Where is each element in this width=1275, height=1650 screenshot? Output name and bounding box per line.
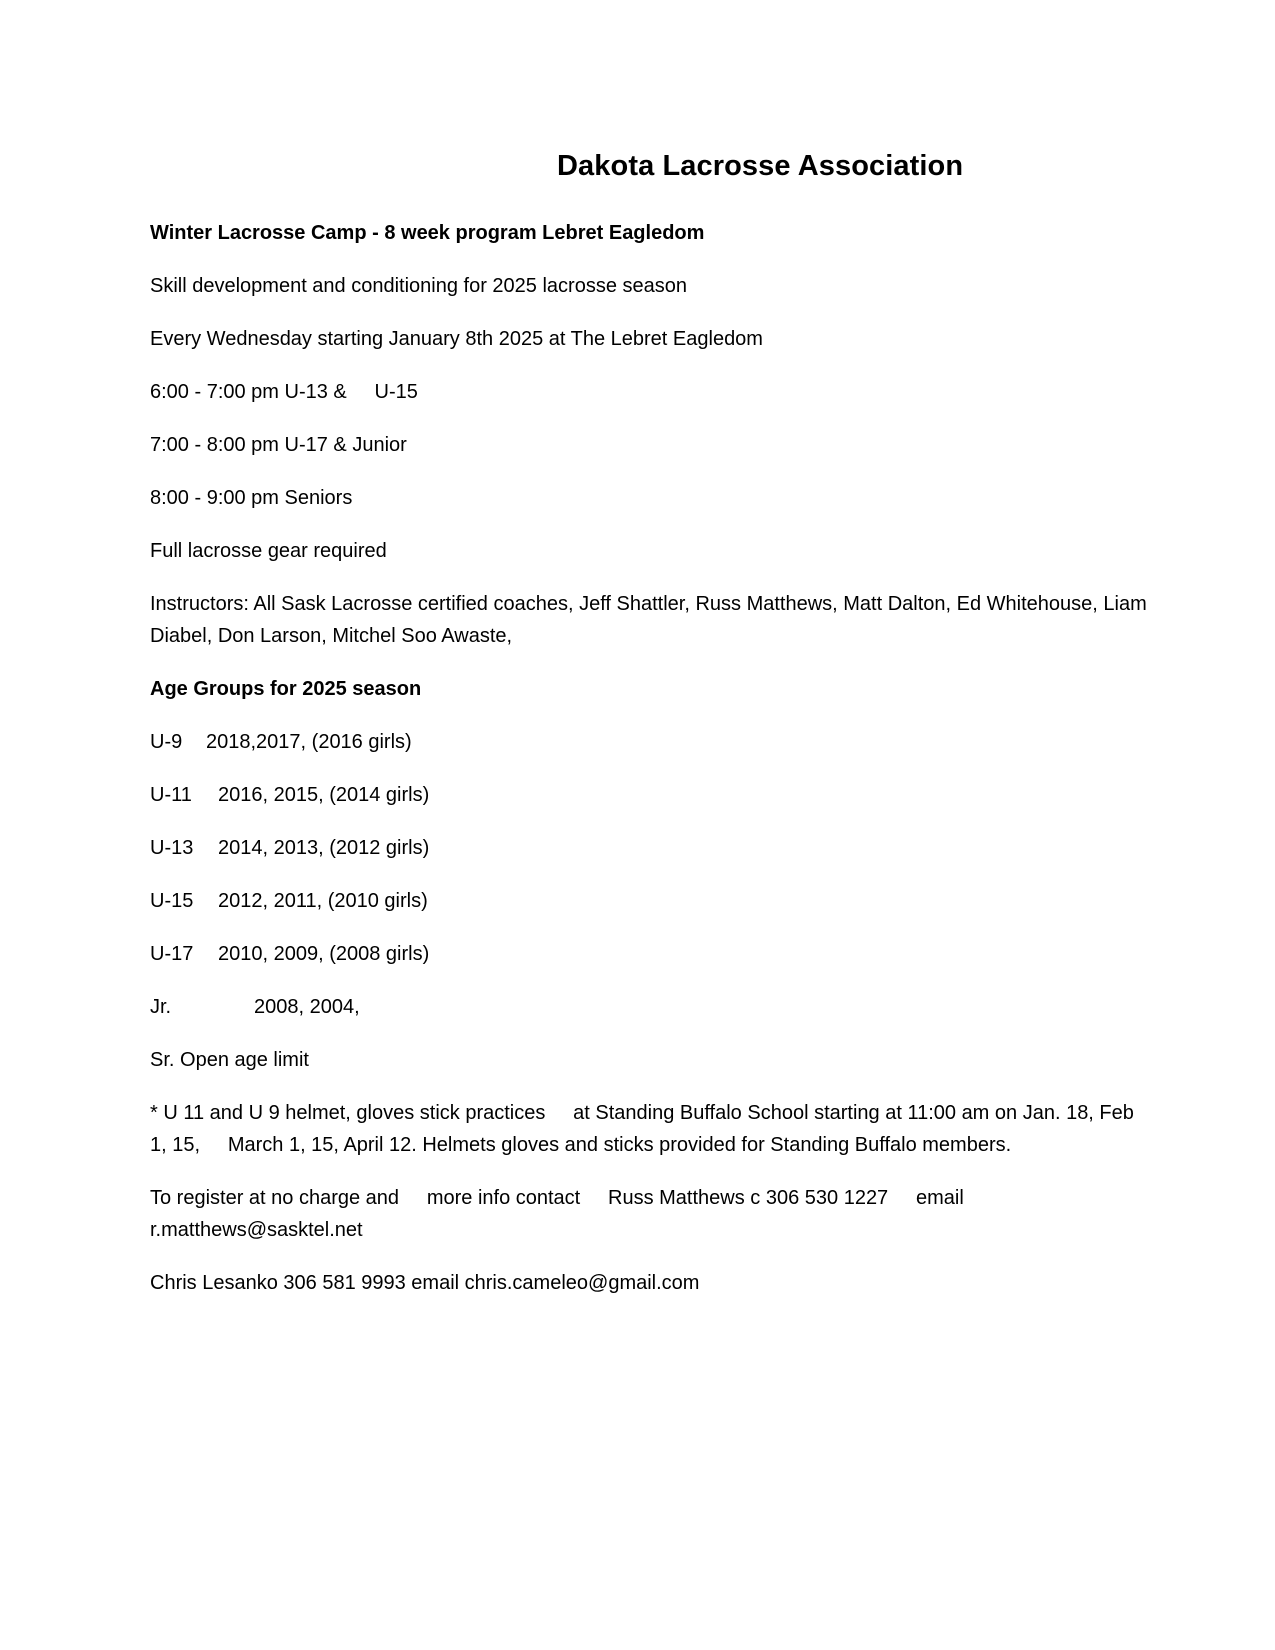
age-group-label: U-9 (150, 731, 183, 753)
registration-contact: To register at no charge and more info contact Russ Matthews c 306 530 1227 email r.matthews@sasktel.net (150, 1187, 970, 1241)
age-group-years: 2018,2017, (2016 girls) (206, 731, 412, 753)
age-group-row (150, 779, 1150, 811)
age-group-years: 2014, 2013, (2012 girls) (218, 837, 430, 859)
age-group-row (150, 832, 1150, 864)
age-group-years: 2012, 2011, (2010 girls) (218, 890, 428, 912)
age-group-row (150, 938, 1150, 970)
age-group-label: U-15 (150, 890, 194, 912)
age-group-label: Jr. (150, 996, 172, 1018)
session-line: 7:00 - 8:00 pm U-17 & Junior (150, 434, 407, 456)
age-group-years: 2016, 2015, (2014 girls) (218, 784, 430, 806)
page-title: Dakota Lacrosse Association (557, 150, 964, 182)
age-group-label: U-13 (150, 837, 194, 859)
camp-description: Skill development and conditioning for 2025 lacrosse season (150, 275, 688, 297)
age-group-label: U-11 (150, 784, 192, 806)
secondary-contact: Chris Lesanko 306 581 9993 email chris.cameleo@gmail.com (150, 1272, 700, 1294)
session-line: 6:00 - 7:00 pm U-13 & U-15 (150, 381, 418, 403)
age-groups-heading: Age Groups for 2025 season (150, 678, 422, 700)
u11-u9-note: * U 11 and U 9 helmet, gloves stick practices at Standing Buffalo School starting at 11:00 am on Jan. 18, Feb 1, 15, March 1, 15, April 12. Helmets gloves and sticks provided for Standing Buffalo members. (150, 1102, 1140, 1156)
age-group-row (150, 991, 1150, 1023)
camp-heading: Winter Lacrosse Camp - 8 week program Lebret Eagledom (150, 222, 705, 244)
age-group-row (150, 726, 1150, 758)
document-body (150, 217, 1153, 1320)
senior-age-group: Sr. Open age limit (150, 1049, 309, 1071)
age-group-row (150, 885, 1150, 917)
camp-schedule: Every Wednesday starting January 8th 2025 at The Lebret Eagledom (150, 328, 763, 350)
age-group-years: 2010, 2009, (2008 girls) (218, 943, 430, 965)
age-group-label: U-17 (150, 943, 194, 965)
session-line: 8:00 - 9:00 pm Seniors (150, 487, 353, 509)
gear-requirement: Full lacrosse gear required (150, 540, 387, 562)
age-group-years: 2008, 2004, (254, 996, 360, 1018)
instructors-list: Instructors: All Sask Lacrosse certified coaches, Jeff Shattler, Russ Matthews, Matt Dalton, Ed Whitehouse, Liam Diabel, Don Larson, Mitchel Soo Awaste, (150, 593, 1153, 647)
